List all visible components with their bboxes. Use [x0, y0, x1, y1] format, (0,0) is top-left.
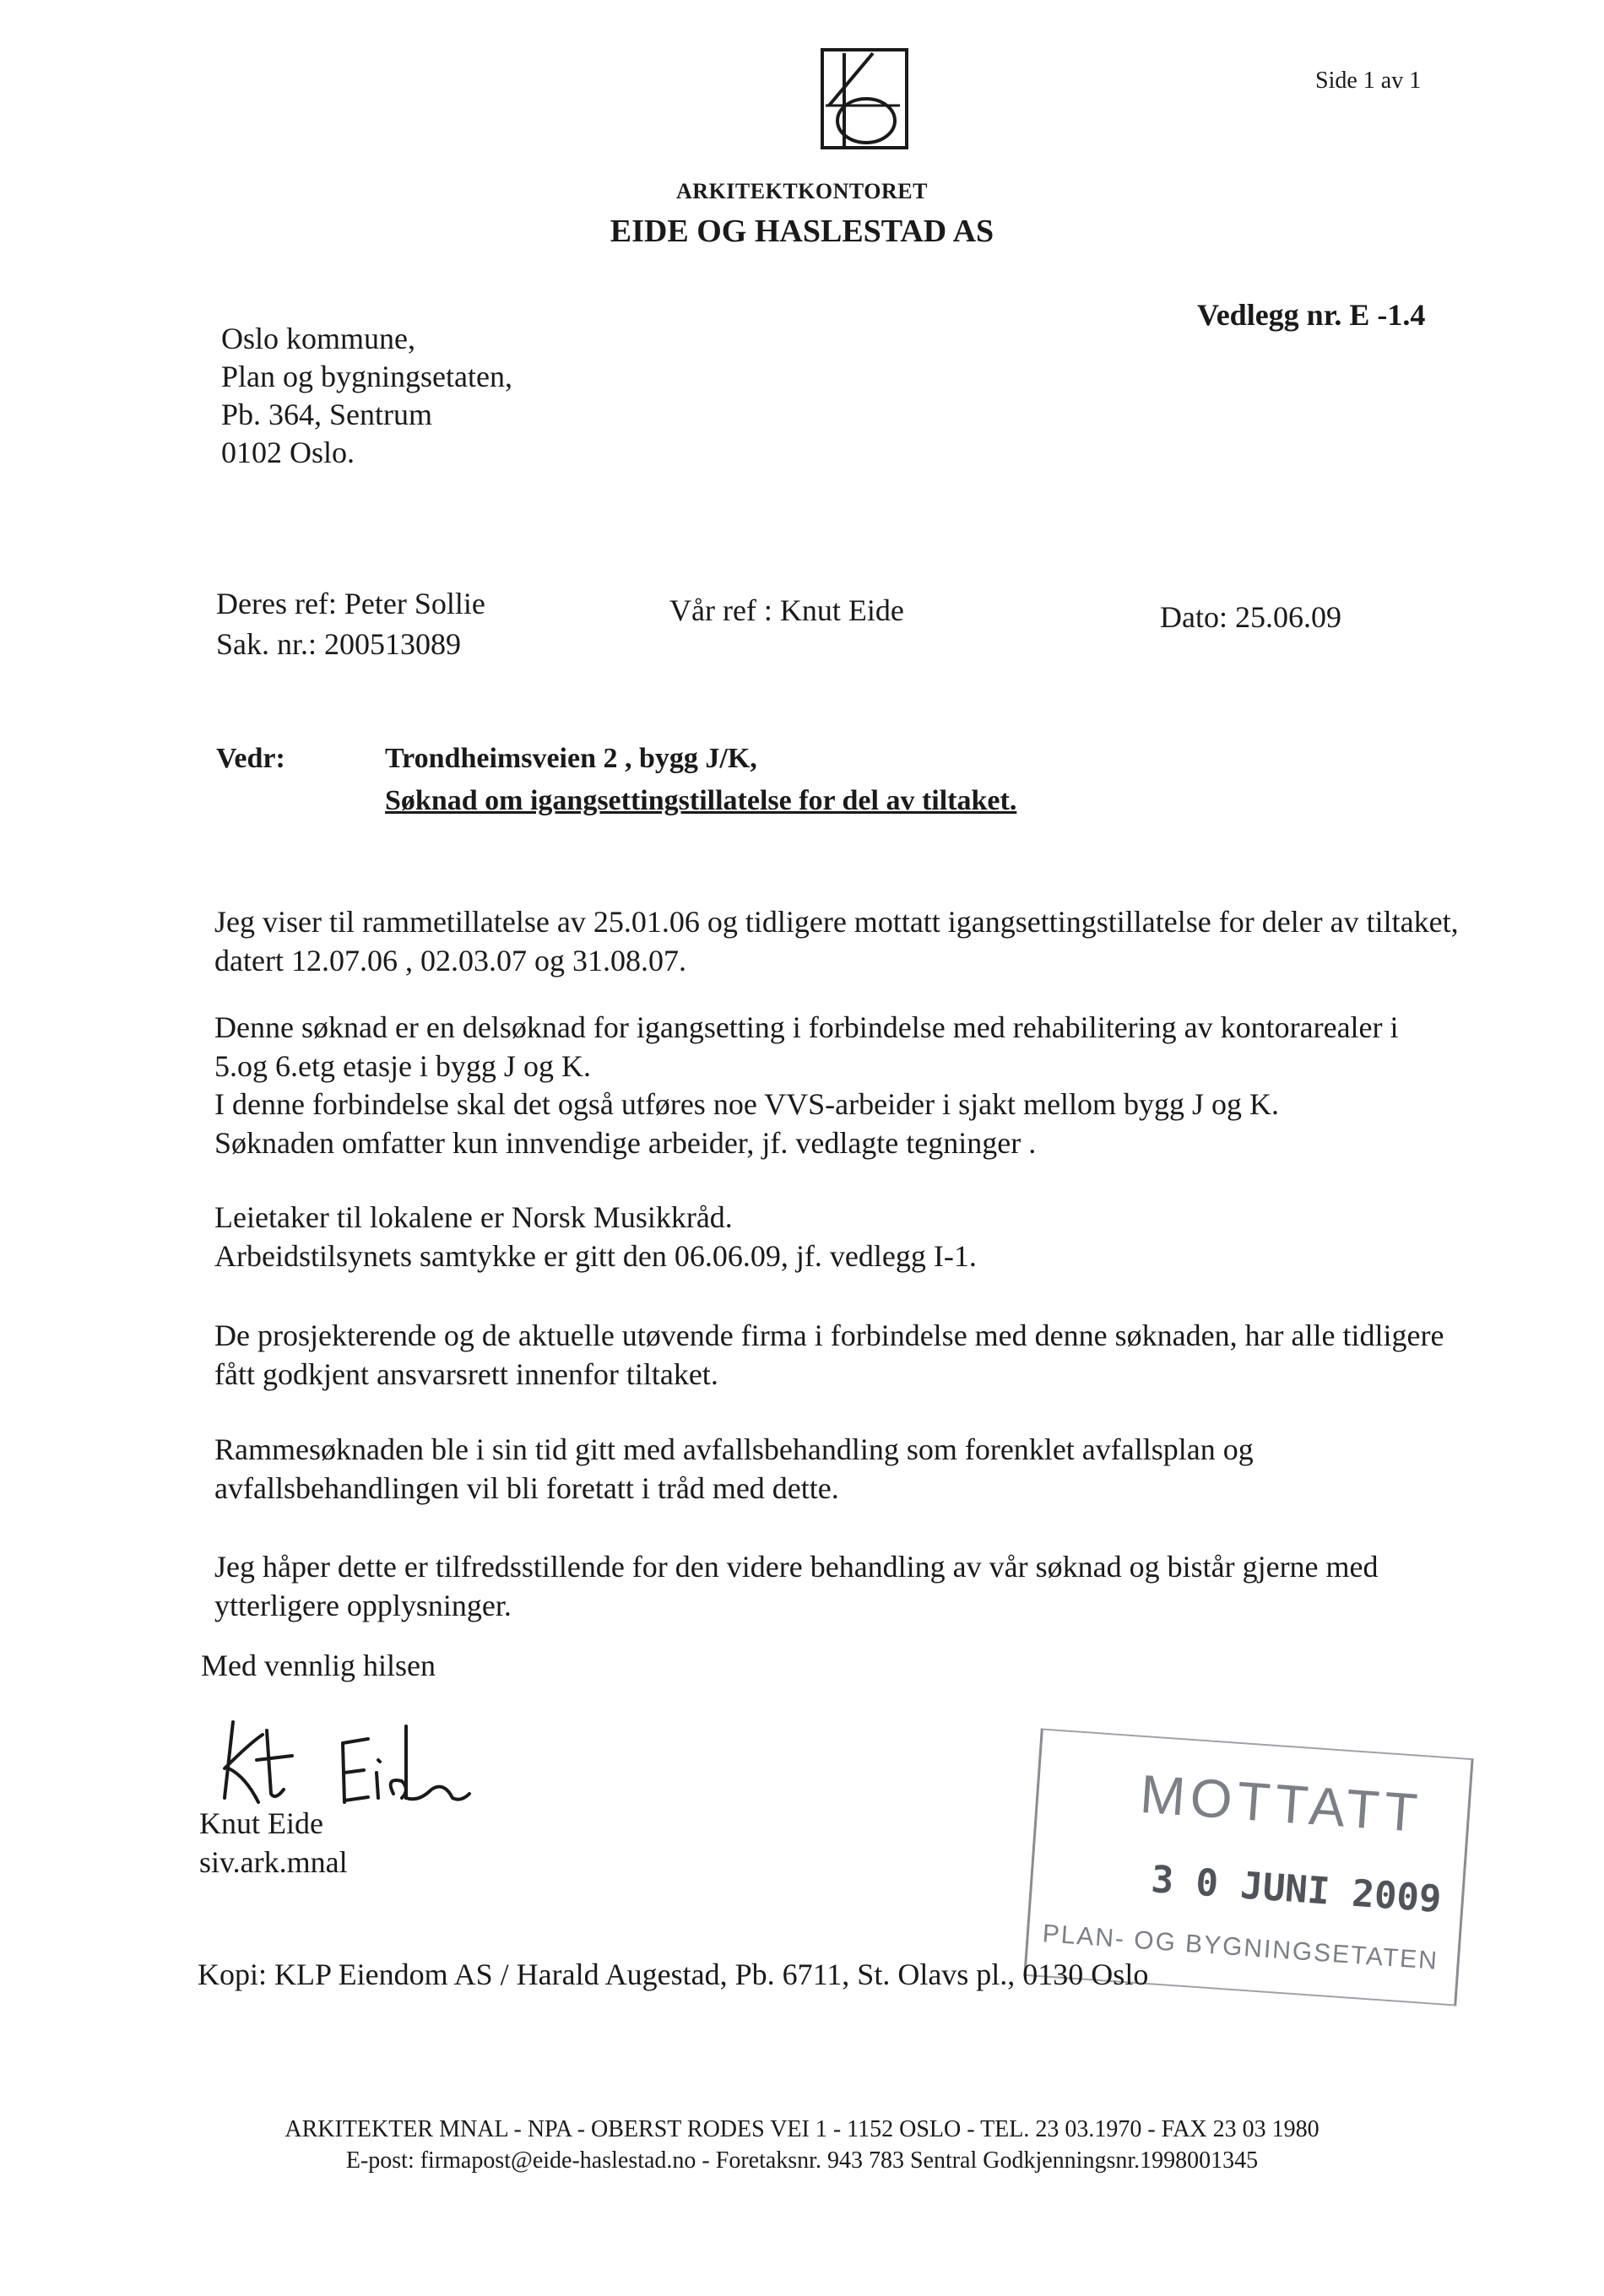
stamp-department: PLAN- OG BYGNINGSETATEN: [1041, 1920, 1439, 1975]
paragraph-6: Jeg håper dette er tilfredsstillende for den videre behandling av vår søknad og bistår gjerne med ytterligere opplysninger.: [214, 1550, 1379, 1622]
paragraph-5: Rammesøknaden ble i sin tid gitt med avfallsbehandling som forenklet avfallsplan og avfallsbehandlingen vil bli foretatt i tråd med dette.: [214, 1432, 1254, 1505]
letter-date: Dato: 25.06.09: [1160, 600, 1341, 634]
paragraph-line: Arbeidstilsynets samtykke er gitt den 06.06.09, jf. vedlegg I-1.: [214, 1238, 977, 1273]
closing-greeting: Med vennlig hilsen: [201, 1649, 436, 1682]
signer-block: [199, 1805, 348, 1882]
paragraph-3: [214, 1199, 1464, 1275]
paragraph-2: [214, 1009, 1464, 1163]
signer-name: Knut Eide: [199, 1806, 323, 1840]
stamp-title: MOTTATT: [1138, 1763, 1425, 1844]
recipient-line: Oslo kommune,: [221, 322, 415, 355]
recipient-line: Plan og bygningsetaten,: [221, 360, 512, 393]
paragraph-4: De prosjekterende og de aktuelle utøvende firma i forbindelse med denne søknaden, har alle tidligere fått godkjent ansvarsrett innenfor tiltaket.: [214, 1319, 1444, 1391]
paragraph-line: Denne søknad er en delsøknad for igangsetting i forbindelse med rehabilitering av kontorarealer i: [214, 1010, 1399, 1044]
copy-recipient: Kopi: KLP Eiendom AS / Harald Augestad, Pb. 6711, St. Olavs pl., 0130 Oslo: [198, 1958, 1149, 1991]
page-number: Side 1 av 1: [1315, 68, 1422, 94]
case-number: Sak. nr.: 200513089: [216, 627, 462, 661]
handwritten-signature: [199, 1709, 478, 1811]
footer-line2: E-post: firmapost@eide-haslestad.no - Foretaksnr. 943 783 Sentral Godkjenningsnr.1998001345: [345, 2147, 1259, 2174]
subject-line1: Trondheimsveien 2 , bygg J/K,: [385, 743, 757, 774]
firm-name-line1: ARKITEKTKONTORET: [676, 179, 928, 203]
stamp-date: 3 0 JUNI 2009: [1149, 1858, 1444, 1921]
recipient-line: 0102 Oslo.: [221, 436, 355, 469]
signer-title: siv.ark.mnal: [199, 1844, 348, 1879]
firm-name-line2: EIDE OG HASLESTAD AS: [610, 214, 994, 249]
paragraph-1: Jeg viser til rammetillatelse av 25.01.06 og tidligere mottatt igangsettingstillatelse for deler av tiltaket, datert 12.07.06 , 02.03.07 og 31.08.07.: [214, 905, 1459, 977]
their-ref: Deres ref: Peter Sollie: [216, 587, 485, 620]
their-reference: [216, 584, 485, 665]
subject-line2: Søknad om igangsettingstillatelse for del av tiltaket.: [385, 785, 1017, 816]
subject: [385, 743, 1016, 827]
paragraph-line: Søknaden omfatter kun innvendige arbeider, jf. vedlagte tegninger .: [214, 1126, 1037, 1161]
attachment-number: Vedlegg nr. E -1.4: [1197, 298, 1426, 332]
paragraph-line: 5.og 6.etg etasje i bygg J og K.: [214, 1048, 591, 1083]
recipient-line: Pb. 364, Sentrum: [221, 398, 433, 431]
firm-logo-icon: [819, 46, 910, 151]
our-reference: Vår ref : Knut Eide: [669, 593, 904, 627]
footer-line1: ARKITEKTER MNAL - NPA - OBERST RODES VEI 1 - 1152 OSLO - TEL. 23 03.1970 - FAX 23 03 1980: [284, 2116, 1320, 2142]
recipient-address: [221, 319, 728, 471]
subject-label: Vedr:: [216, 743, 285, 774]
letter-footer: [0, 2115, 1604, 2177]
paragraph-line: I denne forbindelse skal det også utføres noe VVS-arbeider i sjakt mellom bygg J og K.: [214, 1087, 1280, 1122]
paragraph-line: Leietaker til lokalene er Norsk Musikkråd.: [214, 1200, 733, 1234]
